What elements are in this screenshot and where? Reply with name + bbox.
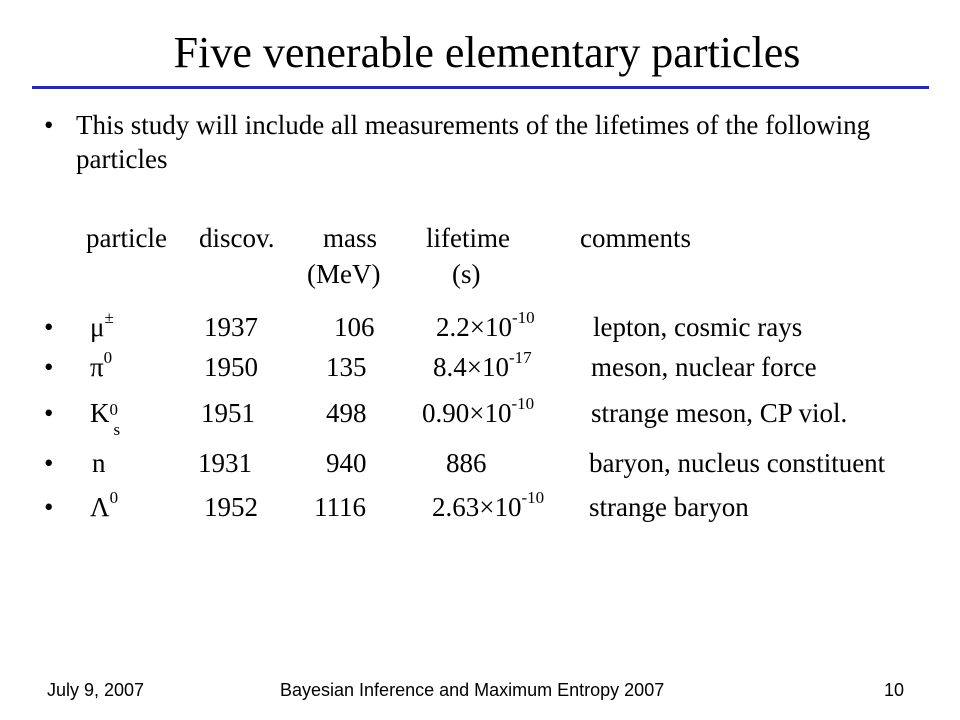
comment-text: baryon, nucleus constituent xyxy=(589,448,886,478)
lifetime-value: 886 xyxy=(446,448,487,478)
discovery-year: 1951 xyxy=(201,398,255,428)
header-lifetime: lifetime xyxy=(426,223,510,253)
footer-conference: Bayesian Inference and Maximum Entropy 2007 xyxy=(280,680,665,700)
table-row xyxy=(0,446,960,486)
discovery-year: 1952 xyxy=(204,492,258,522)
title-divider xyxy=(32,86,929,89)
table-row xyxy=(0,490,960,530)
header-mass: mass xyxy=(323,223,377,253)
table-row xyxy=(0,350,960,390)
comment-text: strange baryon xyxy=(589,492,749,522)
particle-symbol: μ± xyxy=(90,308,114,342)
bullet-marker: • xyxy=(44,352,54,382)
particle-symbol: n xyxy=(92,448,106,478)
intro-text: This study will include all measurements of the lifetimes of the following particles xyxy=(76,110,871,174)
header-particle: particle xyxy=(86,223,167,253)
particle-symbol: K 0 s xyxy=(90,398,121,439)
comment-text: lepton, cosmic rays xyxy=(593,312,803,342)
mass-value: 498 xyxy=(326,398,367,428)
particle-symbol: $\pi^0$ xyxy=(90,348,113,382)
bullet-marker: • xyxy=(44,110,54,140)
lifetime-value: $0.90\times 10^{-10}$ xyxy=(422,394,535,428)
lifetime-value: $2.63\times 10^{-10}$ xyxy=(432,488,545,522)
bullet-marker: • xyxy=(44,398,54,428)
discovery-year: 1931 xyxy=(198,448,252,478)
mass-value: 106 xyxy=(334,312,375,342)
mass-value: 940 xyxy=(326,448,367,478)
particle-symbol: $\Lambda^0$ xyxy=(90,488,119,522)
bullet-marker: • xyxy=(44,448,54,478)
bullet-marker: • xyxy=(44,312,54,342)
mass-value: 135 xyxy=(326,352,367,382)
footer-date: July 9, 2007 xyxy=(47,680,145,700)
slide-title: Five venerable elementary particles xyxy=(173,28,801,77)
discovery-year: 1950 xyxy=(204,352,258,382)
table-row xyxy=(0,394,960,439)
mass-value: 1116 xyxy=(314,492,366,522)
comment-text: strange meson, CP viol. xyxy=(591,398,848,428)
discovery-year: 1937 xyxy=(204,312,258,342)
header-lifetime-unit: (s) xyxy=(452,259,481,289)
footer-page-number: 10 xyxy=(884,680,905,700)
header-comments: comments xyxy=(580,223,691,253)
bullet-marker: • xyxy=(44,492,54,522)
table-row xyxy=(0,310,960,350)
header-discovered: discov. xyxy=(199,223,275,253)
comment-text: meson, nuclear force xyxy=(591,352,817,382)
header-mass-unit: (MeV) xyxy=(307,259,381,289)
lifetime-value: $8.4\times 10^{-17}$ xyxy=(433,348,532,382)
lifetime-value: $2.2\times 10^{-10}$ xyxy=(436,308,535,342)
